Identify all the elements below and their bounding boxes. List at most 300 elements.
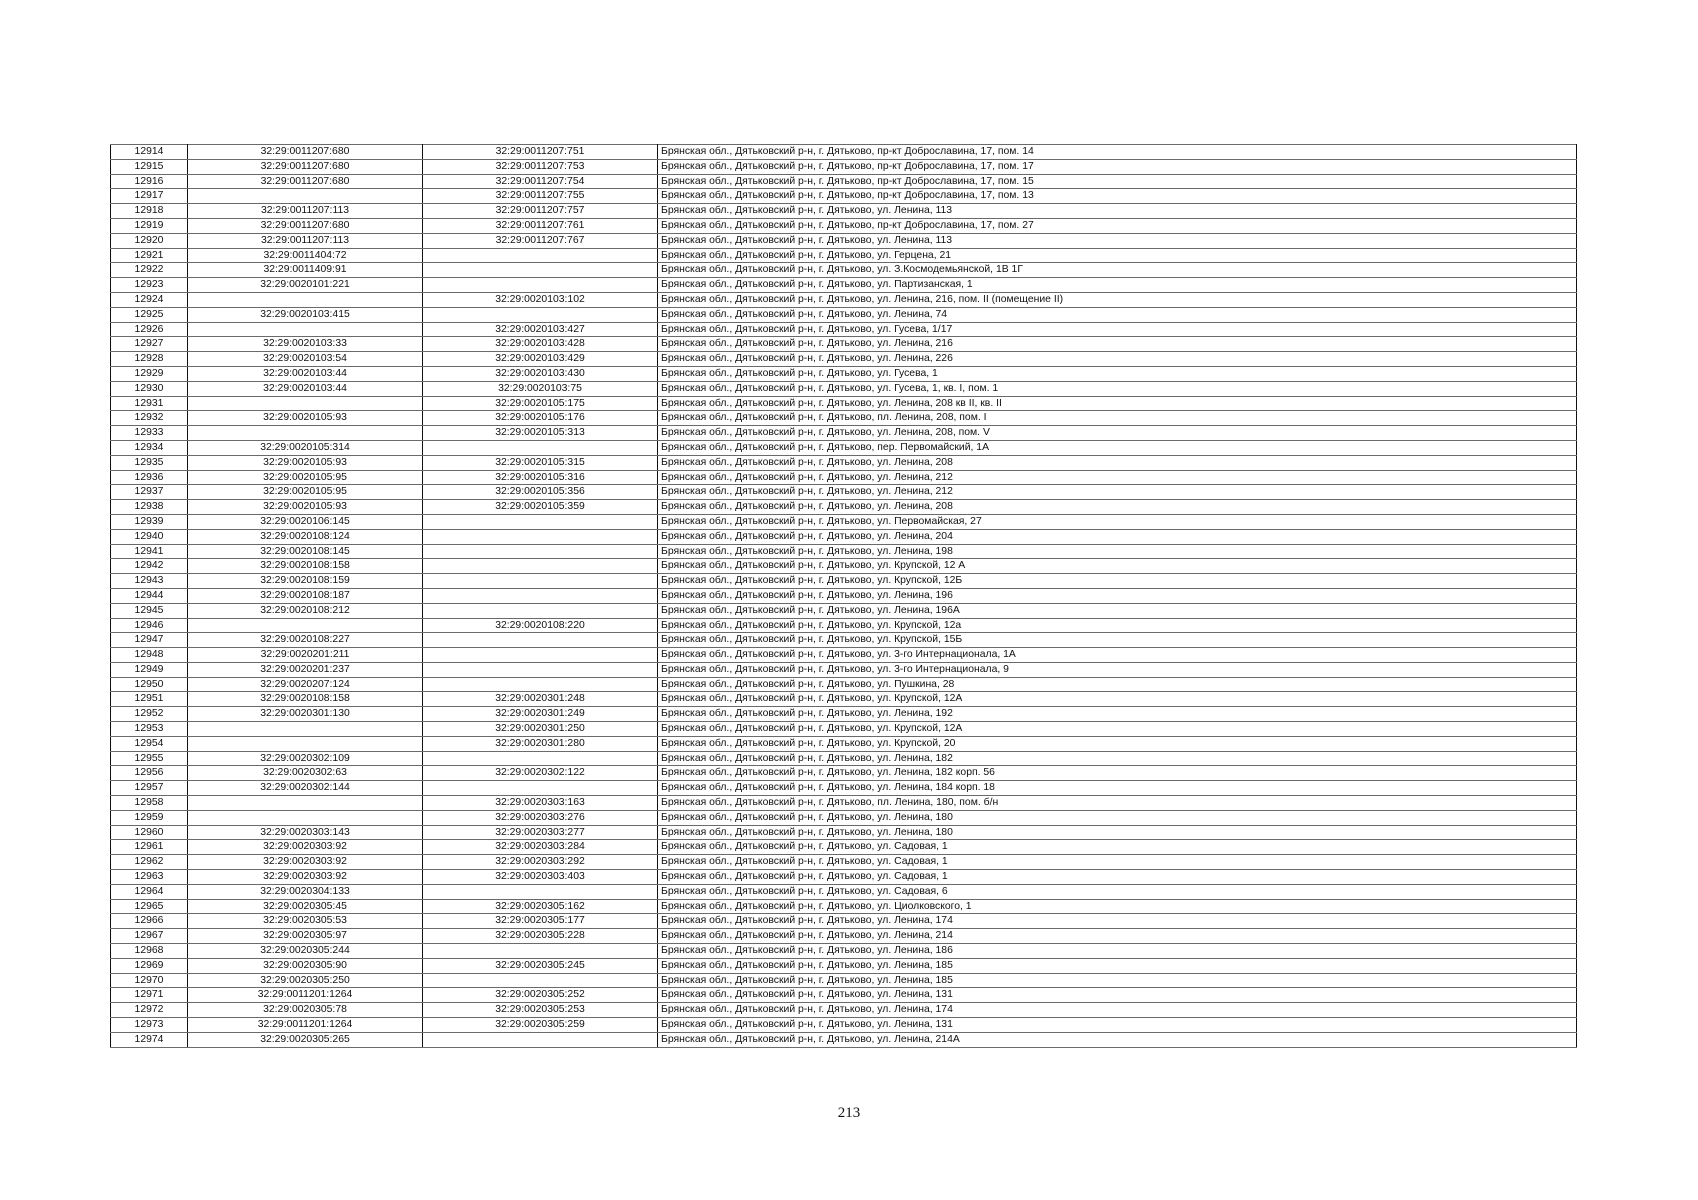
parent-cadastral-cell (188, 618, 423, 633)
address-cell: Брянская обл., Дятьковский р-н, г. Дятьково, пр-кт Доброславина, 17, пом. 14 (658, 145, 1577, 160)
parent-cadastral-cell: 32:29:0020105:95 (188, 485, 423, 500)
address-cell: Брянская обл., Дятьковский р-н, г. Дятьково, ул. Крупской, 12а (658, 618, 1577, 633)
table-row (111, 929, 1577, 944)
parent-cadastral-cell: 32:29:0020108:159 (188, 574, 423, 589)
table-row (111, 233, 1577, 248)
address-cell: Брянская обл., Дятьковский р-н, г. Дятьково, ул. Крупской, 20 (658, 736, 1577, 751)
object-cadastral-cell: 32:29:0011207:757 (423, 204, 658, 219)
object-cadastral-cell: 32:29:0020103:430 (423, 366, 658, 381)
table-row (111, 914, 1577, 929)
address-cell: Брянская обл., Дятьковский р-н, г. Дятьково, ул. 3-го Интернационала, 1А (658, 648, 1577, 663)
address-cell: Брянская обл., Дятьковский р-н, г. Дятьково, ул. Садовая, 6 (658, 884, 1577, 899)
object-cadastral-cell: 32:29:0020105:356 (423, 485, 658, 500)
table-row (111, 736, 1577, 751)
row-number-cell: 12932 (111, 411, 188, 426)
object-cadastral-cell: 32:29:0020305:252 (423, 988, 658, 1003)
address-cell: Брянская обл., Дятьковский р-н, г. Дятьково, ул. Ленина, 208 (658, 500, 1577, 515)
parent-cadastral-cell: 32:29:0011409:91 (188, 263, 423, 278)
table-row (111, 884, 1577, 899)
address-cell: Брянская обл., Дятьковский р-н, г. Дятьково, ул. Садовая, 1 (658, 870, 1577, 885)
row-number-cell: 12929 (111, 366, 188, 381)
object-cadastral-cell (423, 1032, 658, 1047)
object-cadastral-cell: 32:29:0011207:767 (423, 233, 658, 248)
object-cadastral-cell: 32:29:0020303:292 (423, 855, 658, 870)
row-number-cell: 12936 (111, 470, 188, 485)
parent-cadastral-cell: 32:29:0011201:1264 (188, 1018, 423, 1033)
parent-cadastral-cell: 32:29:0020103:33 (188, 337, 423, 352)
address-cell: Брянская обл., Дятьковский р-н, г. Дятьково, ул. Садовая, 1 (658, 855, 1577, 870)
address-cell: Брянская обл., Дятьковский р-н, г. Дятьково, ул. Ленина, 174 (658, 1003, 1577, 1018)
address-cell: Брянская обл., Дятьковский р-н, г. Дятьково, ул. Ленина, 180 (658, 825, 1577, 840)
address-cell: Брянская обл., Дятьковский р-н, г. Дятьково, ул. Ленина, 192 (658, 707, 1577, 722)
row-number-cell: 12931 (111, 396, 188, 411)
table-row (111, 307, 1577, 322)
address-cell: Брянская обл., Дятьковский р-н, г. Дятьково, ул. Ленина, 212 (658, 470, 1577, 485)
table-row (111, 485, 1577, 500)
row-number-cell: 12923 (111, 278, 188, 293)
table-row (111, 796, 1577, 811)
row-number-cell: 12960 (111, 825, 188, 840)
address-cell: Брянская обл., Дятьковский р-н, г. Дятьково, ул. Циолковского, 1 (658, 899, 1577, 914)
address-cell: Брянская обл., Дятьковский р-н, г. Дятьково, пр-кт Доброславина, 17, пом. 17 (658, 159, 1577, 174)
object-cadastral-cell: 32:29:0020105:359 (423, 500, 658, 515)
row-number-cell: 12944 (111, 588, 188, 603)
table-row (111, 973, 1577, 988)
row-number-cell: 12970 (111, 973, 188, 988)
object-cadastral-cell: 32:29:0020305:259 (423, 1018, 658, 1033)
table-row (111, 411, 1577, 426)
object-cadastral-cell (423, 278, 658, 293)
object-cadastral-cell (423, 662, 658, 677)
row-number-cell: 12927 (111, 337, 188, 352)
address-cell: Брянская обл., Дятьковский р-н, г. Дятьково, ул. Ленина, 131 (658, 1018, 1577, 1033)
object-cadastral-cell (423, 944, 658, 959)
address-cell: Брянская обл., Дятьковский р-н, г. Дятьково, ул. Ленина, 186 (658, 944, 1577, 959)
address-cell: Брянская обл., Дятьковский р-н, г. Дятьково, ул. Ленина, 74 (658, 307, 1577, 322)
row-number-cell: 12945 (111, 603, 188, 618)
table-row (111, 781, 1577, 796)
object-cadastral-cell: 32:29:0020305:245 (423, 958, 658, 973)
object-cadastral-cell: 32:29:0020301:280 (423, 736, 658, 751)
address-cell: Брянская обл., Дятьковский р-н, г. Дятьково, ул. Крупской, 12 А (658, 559, 1577, 574)
table-row (111, 278, 1577, 293)
object-cadastral-cell (423, 677, 658, 692)
table-row (111, 204, 1577, 219)
parent-cadastral-cell: 32:29:0020305:90 (188, 958, 423, 973)
object-cadastral-cell (423, 263, 658, 278)
address-cell: Брянская обл., Дятьковский р-н, г. Дятьково, ул. Ленина, 185 (658, 973, 1577, 988)
row-number-cell: 12937 (111, 485, 188, 500)
row-number-cell: 12956 (111, 766, 188, 781)
row-number-cell: 12938 (111, 500, 188, 515)
row-number-cell: 12971 (111, 988, 188, 1003)
registry-table-body (111, 145, 1577, 1048)
address-cell: Брянская обл., Дятьковский р-н, г. Дятьково, пр-кт Доброславина, 17, пом. 15 (658, 174, 1577, 189)
address-cell: Брянская обл., Дятьковский р-н, г. Дятьково, пл. Ленина, 180, пом. б/н (658, 796, 1577, 811)
parent-cadastral-cell: 32:29:0011207:680 (188, 218, 423, 233)
object-cadastral-cell (423, 781, 658, 796)
parent-cadastral-cell: 32:29:0011404:72 (188, 248, 423, 263)
address-cell: Брянская обл., Дятьковский р-н, г. Дятьково, ул. Ленина, 113 (658, 204, 1577, 219)
address-cell: Брянская обл., Дятьковский р-н, г. Дятьково, ул. Ленина, 196 (658, 588, 1577, 603)
row-number-cell: 12964 (111, 884, 188, 899)
parent-cadastral-cell: 32:29:0020201:237 (188, 662, 423, 677)
parent-cadastral-cell: 32:29:0020303:92 (188, 840, 423, 855)
parent-cadastral-cell: 32:29:0020105:314 (188, 440, 423, 455)
table-row (111, 396, 1577, 411)
parent-cadastral-cell (188, 796, 423, 811)
object-cadastral-cell: 32:29:0020301:250 (423, 722, 658, 737)
parent-cadastral-cell: 32:29:0020105:95 (188, 470, 423, 485)
object-cadastral-cell: 32:29:0020303:277 (423, 825, 658, 840)
object-cadastral-cell: 32:29:0020303:163 (423, 796, 658, 811)
table-row (111, 840, 1577, 855)
address-cell: Брянская обл., Дятьковский р-н, г. Дятьково, ул. Ленина, 208 (658, 455, 1577, 470)
row-number-cell: 12926 (111, 322, 188, 337)
object-cadastral-cell: 32:29:0020103:75 (423, 381, 658, 396)
object-cadastral-cell (423, 648, 658, 663)
object-cadastral-cell (423, 633, 658, 648)
parent-cadastral-cell: 32:29:0020207:124 (188, 677, 423, 692)
object-cadastral-cell (423, 544, 658, 559)
parent-cadastral-cell: 32:29:0020301:130 (188, 707, 423, 722)
address-cell: Брянская обл., Дятьковский р-н, г. Дятьково, ул. Герцена, 21 (658, 248, 1577, 263)
parent-cadastral-cell: 32:29:0020305:53 (188, 914, 423, 929)
table-row (111, 1032, 1577, 1047)
object-cadastral-cell: 32:29:0011207:761 (423, 218, 658, 233)
address-cell: Брянская обл., Дятьковский р-н, г. Дятьково, ул. Гусева, 1 (658, 366, 1577, 381)
page-number: 213 (837, 1105, 861, 1121)
address-cell: Брянская обл., Дятьковский р-н, г. Дятьково, ул. Ленина, 208, пом. V (658, 426, 1577, 441)
table-row (111, 810, 1577, 825)
table-row (111, 944, 1577, 959)
table-row (111, 366, 1577, 381)
row-number-cell: 12943 (111, 574, 188, 589)
table-row (111, 159, 1577, 174)
object-cadastral-cell: 32:29:0011207:755 (423, 189, 658, 204)
address-cell: Брянская обл., Дятьковский р-н, г. Дятьково, ул. Первомайская, 27 (658, 514, 1577, 529)
parent-cadastral-cell (188, 810, 423, 825)
parent-cadastral-cell: 32:29:0020103:44 (188, 366, 423, 381)
row-number-cell: 12952 (111, 707, 188, 722)
parent-cadastral-cell: 32:29:0020305:250 (188, 973, 423, 988)
row-number-cell: 12919 (111, 218, 188, 233)
table-row (111, 766, 1577, 781)
address-cell: Брянская обл., Дятьковский р-н, г. Дятьково, пл. Ленина, 208, пом. I (658, 411, 1577, 426)
parent-cadastral-cell: 32:29:0011207:680 (188, 145, 423, 160)
table-row (111, 855, 1577, 870)
address-cell: Брянская обл., Дятьковский р-н, г. Дятьково, ул. Ленина, 113 (658, 233, 1577, 248)
object-cadastral-cell: 32:29:0020303:284 (423, 840, 658, 855)
parent-cadastral-cell: 32:29:0020305:97 (188, 929, 423, 944)
parent-cadastral-cell (188, 189, 423, 204)
parent-cadastral-cell (188, 426, 423, 441)
parent-cadastral-cell: 32:29:0020303:92 (188, 870, 423, 885)
address-cell: Брянская обл., Дятьковский р-н, г. Дятьково, ул. Ленина, 182 (658, 751, 1577, 766)
parent-cadastral-cell: 32:29:0020108:158 (188, 692, 423, 707)
row-number-cell: 12940 (111, 529, 188, 544)
address-cell: Брянская обл., Дятьковский р-н, г. Дятьково, пр-кт Доброславина, 17, пом. 27 (658, 218, 1577, 233)
table-row (111, 529, 1577, 544)
parent-cadastral-cell: 32:29:0020108:145 (188, 544, 423, 559)
table-row (111, 648, 1577, 663)
parent-cadastral-cell: 32:29:0020103:44 (188, 381, 423, 396)
parent-cadastral-cell: 32:29:0020105:93 (188, 411, 423, 426)
address-cell: Брянская обл., Дятьковский р-н, г. Дятьково, ул. Ленина, 198 (658, 544, 1577, 559)
parent-cadastral-cell (188, 322, 423, 337)
object-cadastral-cell: 32:29:0020103:429 (423, 352, 658, 367)
parent-cadastral-cell: 32:29:0020305:265 (188, 1032, 423, 1047)
parent-cadastral-cell: 32:29:0020105:93 (188, 455, 423, 470)
row-number-cell: 12955 (111, 751, 188, 766)
parent-cadastral-cell: 32:29:0020303:92 (188, 855, 423, 870)
parent-cadastral-cell: 32:29:0020108:227 (188, 633, 423, 648)
table-row (111, 662, 1577, 677)
address-cell: Брянская обл., Дятьковский р-н, г. Дятьково, ул. Ленина, 185 (658, 958, 1577, 973)
parent-cadastral-cell: 32:29:0011201:1264 (188, 988, 423, 1003)
object-cadastral-cell: 32:29:0020302:122 (423, 766, 658, 781)
object-cadastral-cell: 32:29:0020105:316 (423, 470, 658, 485)
address-cell: Брянская обл., Дятьковский р-н, г. Дятьково, ул. Ленина, 182 корп. 56 (658, 766, 1577, 781)
address-cell: Брянская обл., Дятьковский р-н, г. Дятьково, ул. Ленина, 214А (658, 1032, 1577, 1047)
parent-cadastral-cell: 32:29:0020201:211 (188, 648, 423, 663)
object-cadastral-cell: 32:29:0020303:276 (423, 810, 658, 825)
row-number-cell: 12961 (111, 840, 188, 855)
table-row (111, 825, 1577, 840)
row-number-cell: 12968 (111, 944, 188, 959)
table-row (111, 381, 1577, 396)
row-number-cell: 12942 (111, 559, 188, 574)
row-number-cell: 12954 (111, 736, 188, 751)
parent-cadastral-cell: 32:29:0020304:133 (188, 884, 423, 899)
row-number-cell: 12950 (111, 677, 188, 692)
table-row (111, 337, 1577, 352)
object-cadastral-cell: 32:29:0020105:176 (423, 411, 658, 426)
address-cell: Брянская обл., Дятьковский р-н, г. Дятьково, ул. Ленина, 208 кв II, кв. II (658, 396, 1577, 411)
parent-cadastral-cell: 32:29:0020103:415 (188, 307, 423, 322)
table-row (111, 263, 1577, 278)
row-number-cell: 12914 (111, 145, 188, 160)
object-cadastral-cell: 32:29:0020305:253 (423, 1003, 658, 1018)
parent-cadastral-cell (188, 292, 423, 307)
address-cell: Брянская обл., Дятьковский р-н, г. Дятьково, ул. Ленина, 214 (658, 929, 1577, 944)
table-row (111, 603, 1577, 618)
table-row (111, 618, 1577, 633)
parent-cadastral-cell: 32:29:0020302:109 (188, 751, 423, 766)
table-row (111, 559, 1577, 574)
table-row (111, 588, 1577, 603)
address-cell: Брянская обл., Дятьковский р-н, г. Дятьково, ул. Крупской, 12Б (658, 574, 1577, 589)
row-number-cell: 12959 (111, 810, 188, 825)
object-cadastral-cell: 32:29:0011207:754 (423, 174, 658, 189)
table-row (111, 692, 1577, 707)
parent-cadastral-cell: 32:29:0020106:145 (188, 514, 423, 529)
table-row (111, 1003, 1577, 1018)
row-number-cell: 12928 (111, 352, 188, 367)
object-cadastral-cell: 32:29:0020305:228 (423, 929, 658, 944)
address-cell: Брянская обл., Дятьковский р-н, г. Дятьково, ул. Ленина, 184 корп. 18 (658, 781, 1577, 796)
address-cell: Брянская обл., Дятьковский р-н, г. Дятьково, ул. 3-го Интернационала, 9 (658, 662, 1577, 677)
address-cell: Брянская обл., Дятьковский р-н, г. Дятьково, пер. Первомайский, 1А (658, 440, 1577, 455)
table-row (111, 1018, 1577, 1033)
row-number-cell: 12973 (111, 1018, 188, 1033)
address-cell: Брянская обл., Дятьковский р-н, г. Дятьково, ул. Ленина, 216, пом. II (помещение II) (658, 292, 1577, 307)
parent-cadastral-cell: 32:29:0011207:680 (188, 159, 423, 174)
address-cell: Брянская обл., Дятьковский р-н, г. Дятьково, ул. Крупской, 15Б (658, 633, 1577, 648)
table-row (111, 455, 1577, 470)
table-row (111, 870, 1577, 885)
table-row (111, 292, 1577, 307)
object-cadastral-cell (423, 529, 658, 544)
row-number-cell: 12921 (111, 248, 188, 263)
address-cell: Брянская обл., Дятьковский р-н, г. Дятьково, ул. Крупской, 12А (658, 722, 1577, 737)
row-number-cell: 12967 (111, 929, 188, 944)
object-cadastral-cell: 32:29:0020105:313 (423, 426, 658, 441)
parent-cadastral-cell: 32:29:0020108:187 (188, 588, 423, 603)
table-row (111, 440, 1577, 455)
row-number-cell: 12930 (111, 381, 188, 396)
table-row (111, 500, 1577, 515)
object-cadastral-cell: 32:29:0020105:315 (423, 455, 658, 470)
object-cadastral-cell: 32:29:0011207:753 (423, 159, 658, 174)
row-number-cell: 12953 (111, 722, 188, 737)
row-number-cell: 12958 (111, 796, 188, 811)
row-number-cell: 12915 (111, 159, 188, 174)
row-number-cell: 12957 (111, 781, 188, 796)
address-cell: Брянская обл., Дятьковский р-н, г. Дятьково, ул. Ленина, 212 (658, 485, 1577, 500)
parent-cadastral-cell: 32:29:0020101:221 (188, 278, 423, 293)
object-cadastral-cell (423, 751, 658, 766)
parent-cadastral-cell: 32:29:0020103:54 (188, 352, 423, 367)
parent-cadastral-cell: 32:29:0020108:124 (188, 529, 423, 544)
registry-table (110, 144, 1577, 1048)
object-cadastral-cell (423, 307, 658, 322)
parent-cadastral-cell (188, 722, 423, 737)
address-cell: Брянская обл., Дятьковский р-н, г. Дятьково, ул. Гусева, 1, кв. I, пом. 1 (658, 381, 1577, 396)
object-cadastral-cell: 32:29:0020303:403 (423, 870, 658, 885)
row-number-cell: 12962 (111, 855, 188, 870)
row-number-cell: 12917 (111, 189, 188, 204)
address-cell: Брянская обл., Дятьковский р-н, г. Дятьково, ул. Крупской, 12А (658, 692, 1577, 707)
table-row (111, 174, 1577, 189)
table-row (111, 722, 1577, 737)
table-row (111, 751, 1577, 766)
parent-cadastral-cell: 32:29:0011207:113 (188, 233, 423, 248)
row-number-cell: 12934 (111, 440, 188, 455)
row-number-cell: 12963 (111, 870, 188, 885)
address-cell: Брянская обл., Дятьковский р-н, г. Дятьково, ул. Ленина, 204 (658, 529, 1577, 544)
row-number-cell: 12939 (111, 514, 188, 529)
object-cadastral-cell: 32:29:0020108:220 (423, 618, 658, 633)
object-cadastral-cell (423, 603, 658, 618)
table-row (111, 322, 1577, 337)
address-cell: Брянская обл., Дятьковский р-н, г. Дятьково, пр-кт Доброславина, 17, пом. 13 (658, 189, 1577, 204)
table-row (111, 899, 1577, 914)
address-cell: Брянская обл., Дятьковский р-н, г. Дятьково, ул. Ленина, 196А (658, 603, 1577, 618)
table-row (111, 189, 1577, 204)
object-cadastral-cell: 32:29:0011207:751 (423, 145, 658, 160)
row-number-cell: 12941 (111, 544, 188, 559)
object-cadastral-cell (423, 559, 658, 574)
object-cadastral-cell: 32:29:0020301:249 (423, 707, 658, 722)
address-cell: Брянская обл., Дятьковский р-н, г. Дятьково, ул. Гусева, 1/17 (658, 322, 1577, 337)
row-number-cell: 12933 (111, 426, 188, 441)
parent-cadastral-cell: 32:29:0020108:158 (188, 559, 423, 574)
row-number-cell: 12949 (111, 662, 188, 677)
row-number-cell: 12966 (111, 914, 188, 929)
object-cadastral-cell (423, 973, 658, 988)
address-cell: Брянская обл., Дятьковский р-н, г. Дятьково, ул. Садовая, 1 (658, 840, 1577, 855)
object-cadastral-cell: 32:29:0020305:177 (423, 914, 658, 929)
object-cadastral-cell (423, 440, 658, 455)
parent-cadastral-cell: 32:29:0011207:113 (188, 204, 423, 219)
address-cell: Брянская обл., Дятьковский р-н, г. Дятьково, ул. З.Космодемьянской, 1В 1Г (658, 263, 1577, 278)
row-number-cell: 12972 (111, 1003, 188, 1018)
table-row (111, 218, 1577, 233)
table-row (111, 707, 1577, 722)
address-cell: Брянская обл., Дятьковский р-н, г. Дятьково, ул. Ленина, 174 (658, 914, 1577, 929)
row-number-cell: 12947 (111, 633, 188, 648)
table-row (111, 145, 1577, 160)
address-cell: Брянская обл., Дятьковский р-н, г. Дятьково, ул. Ленина, 180 (658, 810, 1577, 825)
parent-cadastral-cell: 32:29:0020305:45 (188, 899, 423, 914)
row-number-cell: 12946 (111, 618, 188, 633)
parent-cadastral-cell: 32:29:0011207:680 (188, 174, 423, 189)
parent-cadastral-cell: 32:29:0020303:143 (188, 825, 423, 840)
parent-cadastral-cell: 32:29:0020305:78 (188, 1003, 423, 1018)
table-row (111, 958, 1577, 973)
table-row (111, 988, 1577, 1003)
row-number-cell: 12935 (111, 455, 188, 470)
object-cadastral-cell: 32:29:0020103:428 (423, 337, 658, 352)
address-cell: Брянская обл., Дятьковский р-н, г. Дятьково, ул. Пушкина, 28 (658, 677, 1577, 692)
object-cadastral-cell: 32:29:0020103:427 (423, 322, 658, 337)
row-number-cell: 12948 (111, 648, 188, 663)
row-number-cell: 12918 (111, 204, 188, 219)
table-row (111, 352, 1577, 367)
table-row (111, 470, 1577, 485)
row-number-cell: 12916 (111, 174, 188, 189)
row-number-cell: 12969 (111, 958, 188, 973)
object-cadastral-cell (423, 884, 658, 899)
table-row (111, 248, 1577, 263)
parent-cadastral-cell: 32:29:0020108:212 (188, 603, 423, 618)
address-cell: Брянская обл., Дятьковский р-н, г. Дятьково, ул. Ленина, 131 (658, 988, 1577, 1003)
table-row (111, 514, 1577, 529)
object-cadastral-cell (423, 574, 658, 589)
object-cadastral-cell: 32:29:0020301:248 (423, 692, 658, 707)
object-cadastral-cell: 32:29:0020305:162 (423, 899, 658, 914)
table-row (111, 633, 1577, 648)
parent-cadastral-cell: 32:29:0020305:244 (188, 944, 423, 959)
object-cadastral-cell: 32:29:0020103:102 (423, 292, 658, 307)
parent-cadastral-cell: 32:29:0020302:144 (188, 781, 423, 796)
row-number-cell: 12920 (111, 233, 188, 248)
row-number-cell: 12974 (111, 1032, 188, 1047)
address-cell: Брянская обл., Дятьковский р-н, г. Дятьково, ул. Партизанская, 1 (658, 278, 1577, 293)
object-cadastral-cell: 32:29:0020105:175 (423, 396, 658, 411)
parent-cadastral-cell (188, 736, 423, 751)
object-cadastral-cell (423, 514, 658, 529)
row-number-cell: 12925 (111, 307, 188, 322)
table-row (111, 426, 1577, 441)
object-cadastral-cell (423, 248, 658, 263)
parent-cadastral-cell (188, 396, 423, 411)
table-row (111, 574, 1577, 589)
address-cell: Брянская обл., Дятьковский р-н, г. Дятьково, ул. Ленина, 216 (658, 337, 1577, 352)
parent-cadastral-cell: 32:29:0020302:63 (188, 766, 423, 781)
table-row (111, 677, 1577, 692)
